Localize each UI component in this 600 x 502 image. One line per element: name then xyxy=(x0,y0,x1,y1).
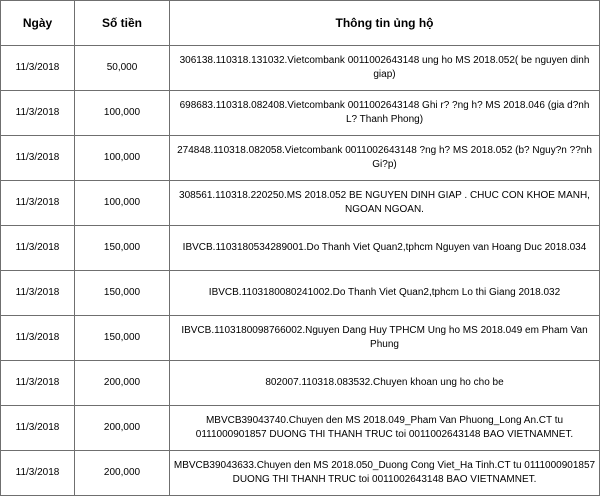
cell-amount: 50,000 xyxy=(75,46,170,91)
cell-amount: 150,000 xyxy=(75,316,170,361)
cell-date: 11/3/2018 xyxy=(1,271,75,316)
cell-amount: 100,000 xyxy=(75,136,170,181)
table-row xyxy=(1,181,600,226)
header-row xyxy=(1,1,600,46)
cell-date: 11/3/2018 xyxy=(1,406,75,451)
cell-info: MBVCB39043740.Chuyen den MS 2018.049_Pham Van Phuong_Long An.CT tu 0111000901857 DUONG THI THANH TRUC toi 0011002643148 BAO VIETNAMNET. xyxy=(170,406,600,451)
cell-date: 11/3/2018 xyxy=(1,226,75,271)
cell-info: 308561.110318.220250.MS 2018.052 BE NGUYEN DINH GIAP . CHUC CON KHOE MANH, NGOAN NGOAN. xyxy=(170,181,600,226)
cell-info: 802007.110318.083532.Chuyen khoan ung ho cho be xyxy=(170,361,600,406)
cell-amount: 200,000 xyxy=(75,451,170,496)
table-row xyxy=(1,226,600,271)
cell-info: MBVCB39043633.Chuyen den MS 2018.050_Duong Cong Viet_Ha Tinh.CT tu 0111000901857 DUONG THI THANH TRUC toi 0011002643148 BAO VIETNAMNET. xyxy=(170,451,600,496)
cell-info: IBVCB.1103180534289001.Do Thanh Viet Quan2,tphcm Nguyen van Hoang Duc 2018.034 xyxy=(170,226,600,271)
cell-info: IBVCB.1103180098766002.Nguyen Dang Huy TPHCM Ung ho MS 2018.049 em Pham Van Phung xyxy=(170,316,600,361)
header-info: Thông tin ủng hộ xyxy=(170,1,600,46)
cell-date: 11/3/2018 xyxy=(1,361,75,406)
table-row xyxy=(1,91,600,136)
cell-date: 11/3/2018 xyxy=(1,451,75,496)
header-amount: Số tiền xyxy=(75,1,170,46)
cell-date: 11/3/2018 xyxy=(1,136,75,181)
table-row xyxy=(1,46,600,91)
table-row xyxy=(1,361,600,406)
cell-info: 274848.110318.082058.Vietcombank 0011002643148 ?ng h? MS 2018.052 (b? Nguy?n ??nh Gi?p) xyxy=(170,136,600,181)
table-row xyxy=(1,406,600,451)
table-row xyxy=(1,451,600,496)
cell-info: 698683.110318.082408.Vietcombank 0011002643148 Ghi r? ?ng h? MS 2018.046 (gia d?nh L? Thanh Phong) xyxy=(170,91,600,136)
cell-amount: 100,000 xyxy=(75,181,170,226)
cell-amount: 100,000 xyxy=(75,91,170,136)
cell-date: 11/3/2018 xyxy=(1,181,75,226)
cell-info: 306138.110318.131032.Vietcombank 0011002643148 ung ho MS 2018.052( be nguyen dinh giap) xyxy=(170,46,600,91)
table-row xyxy=(1,136,600,181)
cell-date: 11/3/2018 xyxy=(1,316,75,361)
header-date: Ngày xyxy=(1,1,75,46)
cell-date: 11/3/2018 xyxy=(1,46,75,91)
table-row xyxy=(1,316,600,361)
cell-date: 11/3/2018 xyxy=(1,91,75,136)
cell-amount: 150,000 xyxy=(75,226,170,271)
cell-info: IBVCB.1103180080241002.Do Thanh Viet Quan2,tphcm Lo thi Giang 2018.032 xyxy=(170,271,600,316)
cell-amount: 200,000 xyxy=(75,406,170,451)
cell-amount: 200,000 xyxy=(75,361,170,406)
cell-amount: 150,000 xyxy=(75,271,170,316)
table-row xyxy=(1,271,600,316)
